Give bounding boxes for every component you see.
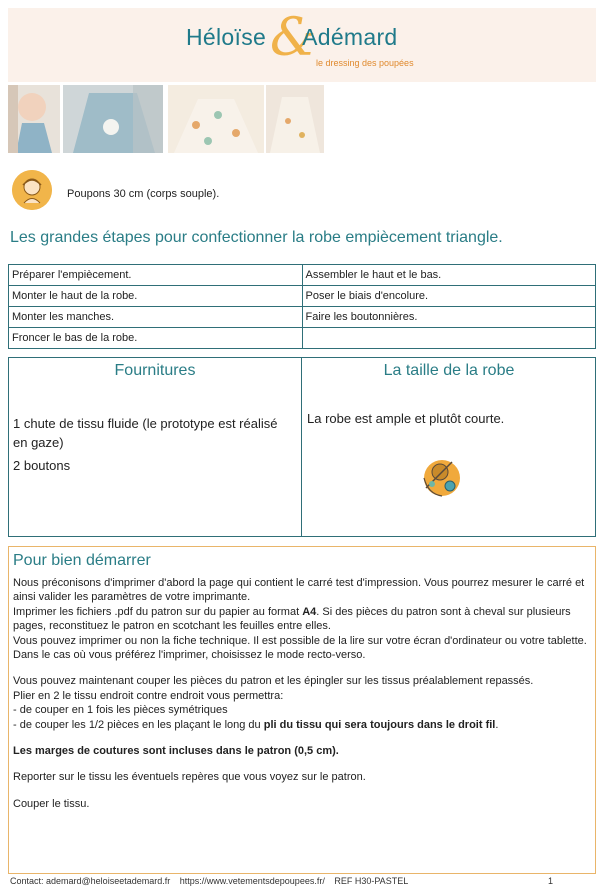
supply-item: 1 chute de tissu fluide (le prototype est réalisé en gaze) <box>13 416 278 450</box>
getting-started-section <box>8 546 596 874</box>
step-cell: Assembler le haut et le bas. <box>302 265 596 286</box>
paragraph: Vous pouvez imprimer ou non la fiche technique. Il est possible de la lire sur votre écran d'ordinateur ou votre tablette. Dans le cas où vous préférez l'imprimer, choisissez le mode recto-verso. <box>13 634 587 662</box>
footer <box>10 876 415 886</box>
brand-logo <box>186 8 436 74</box>
table-row <box>9 265 596 286</box>
step-cell <box>302 328 596 349</box>
header-banner <box>8 8 596 82</box>
step-cell: Monter les manches. <box>9 307 303 328</box>
step-cell: Monter le haut de la robe. <box>9 286 303 307</box>
table-row <box>9 286 596 307</box>
paragraph: Imprimer les fichiers .pdf du patron sur du papier au format A4. Si des pièces du patron sont à cheval sur plusieurs pages, reconstituez le patron en scotchant les feuilles entre elles. <box>13 605 571 633</box>
brand-tagline: le dressing des poupées <box>316 58 414 68</box>
step-cell: Faire les boutonnières. <box>302 307 596 328</box>
step-cell: Préparer l'empiècement. <box>9 265 303 286</box>
sewing-kit-icon <box>418 454 466 502</box>
step-cell: Poser le biais d'encolure. <box>302 286 596 307</box>
paragraph: Plier en 2 le tissu endroit contre endroit vous permettra: <box>13 689 284 702</box>
steps-table <box>8 264 596 349</box>
supply-item: 2 boutons <box>13 458 71 473</box>
reference: REF H30-PASTEL <box>334 876 409 886</box>
step-cell: Froncer le bas de la robe. <box>9 328 303 349</box>
paragraph: Couper le tissu. <box>13 797 90 810</box>
doll-dress-photo-4 <box>266 85 324 153</box>
doll-dress-photo-3 <box>168 85 264 153</box>
contact-email: Contact: ademard@heloiseetademard.fr <box>10 876 171 886</box>
page-title: Les grandes étapes pour confectionner la robe empiècement triangle. <box>10 229 503 246</box>
paragraph: Reporter sur le tissu les éventuels repères que vous voyez sur le patron. <box>13 771 366 784</box>
dress-size-text: La robe est ample et plutôt courte. <box>307 411 505 426</box>
paragraph: - de couper en 1 fois les pièces symétriques <box>13 704 228 717</box>
table-row <box>9 307 596 328</box>
doll-face-icon <box>12 170 52 210</box>
doll-size-label: Poupons 30 cm (corps souple). <box>67 188 220 200</box>
info-boxes <box>8 357 596 537</box>
doll-dress-photo-2 <box>63 85 163 153</box>
brand-name: Héloïse Adémard <box>186 24 398 50</box>
logo-ampersand: & <box>270 8 317 68</box>
paragraph: - de couper les 1/2 pièces en les plaçant le long du pli du tissu qui sera toujours dans le droit fil. <box>13 718 499 731</box>
page-number: 1 <box>548 876 554 886</box>
supplies-box <box>9 358 302 536</box>
paragraph: Nous préconisons d'imprimer d'abord la page qui contient le carré test d'impression. Vous pourrez mesurer le carré et ainsi valider les paramètres de votre imprimante. <box>13 577 585 604</box>
table-row <box>9 328 596 349</box>
doll-dress-photo-1 <box>8 85 60 153</box>
paragraph: Vous pouvez maintenant couper les pièces du patron et les épingler sur les tissus préalablement repassés. <box>13 675 534 688</box>
dress-size-title: La taille de la robe <box>383 362 515 379</box>
website-link[interactable]: https://www.vetementsdepoupees.fr/ <box>179 876 325 886</box>
getting-started-title: Pour bien démarrer <box>13 552 151 569</box>
seam-allowance-note: Les marges de coutures sont incluses dans le patron (0,5 cm). <box>13 745 339 758</box>
supplies-title: Fournitures <box>114 362 196 379</box>
dress-size-box <box>303 358 595 536</box>
